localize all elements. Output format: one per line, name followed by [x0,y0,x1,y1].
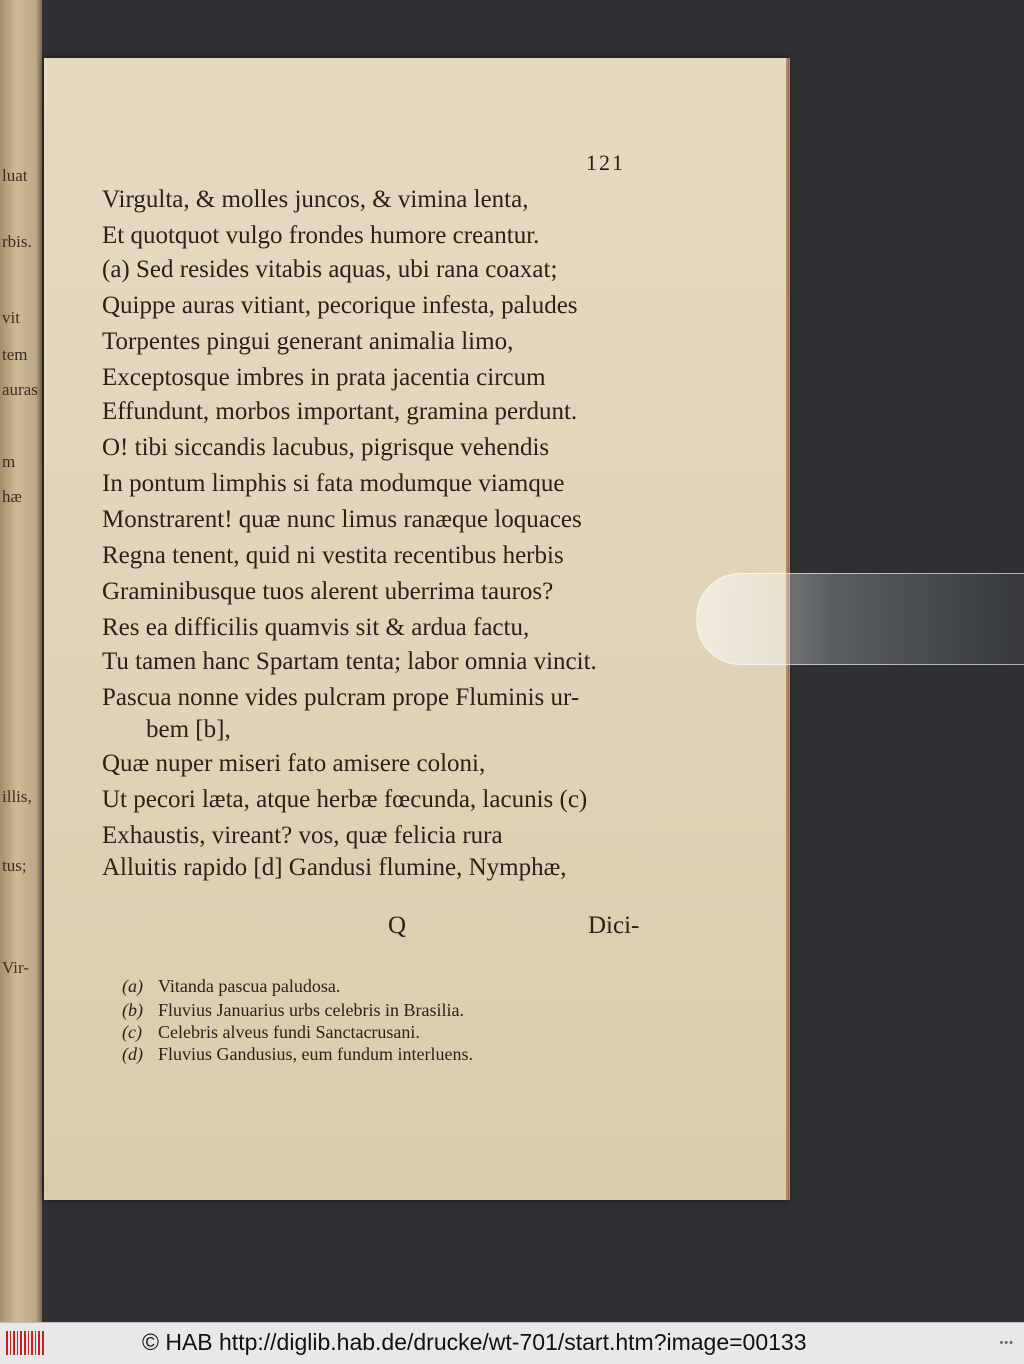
signature-mark: Q [388,912,407,939]
verse-line-continuation: bem [b], [146,716,231,743]
prev-page-fragment: rbis. [2,232,32,251]
prev-page-fragment: m [2,452,16,471]
footnote [122,976,340,997]
footnote [122,1022,420,1043]
page-number: 121 [586,150,625,175]
verse-line: In pontum limphis si fata modumque viamque [102,470,565,497]
previous-page-edge [0,0,42,1322]
verse-line: Torpentes pingui generant animalia limo, [102,328,514,355]
verse-line: Quæ nuper miseri fato amisere coloni, [102,750,486,777]
prev-page-fragment: Vir- [2,958,29,977]
prev-page-fragment: hæ [2,487,22,506]
footnote [122,1000,464,1021]
barcode-icon [6,1331,46,1355]
verse-line: Et quotquot vulgo frondes humore creantur. [102,222,540,249]
verse-line: Alluitis rapido [d] Gandusi flumine, Nymphæ, [102,854,567,881]
verse-line: Tu tamen hanc Spartam tenta; labor omnia vincit. [102,648,597,675]
footnote-mark: (a) [122,976,143,996]
footnote-mark: (d) [122,1044,143,1064]
status-bar [0,1322,1024,1364]
prev-page-fragment: vit [2,308,20,327]
more-icon[interactable]: ••• [999,1337,1014,1349]
prev-page-fragment: auras [2,380,38,399]
verse-line: Res ea difficilis quamvis sit & ardua factu, [102,614,530,641]
verse-line: Exhaustis, vireant? vos, quæ felicia rura [102,822,503,849]
catchword: Dici- [588,912,640,939]
verse-line: Virgulta, & molles juncos, & vimina lenta, [102,186,529,213]
copyright-link[interactable]: © HAB http://diglib.hab.de/drucke/wt-701/start.htm?image=00133 [142,1329,807,1355]
verse-line: Effundunt, morbos important, gramina perdunt. [102,398,578,425]
footnote-mark: (c) [122,1022,142,1042]
footnote [122,1044,473,1065]
verse-line: O! tibi siccandis lacubus, pigrisque vehendis [102,434,550,461]
verse-line: Quippe auras vitiant, pecorique infesta, paludes [102,292,578,319]
verse-line: Ut pecori læta, atque herbæ fœcunda, lacunis (c) [102,786,588,813]
verse-line: Monstrarent! quæ nunc limus ranæque loquaces [102,506,582,533]
prev-page-fragment: luat [2,166,28,185]
footnote-text: Celebris alveus fundi Sanctacrusani. [158,1022,420,1042]
prev-page-fragment: tem [2,345,28,364]
verse-line: (a) Sed resides vitabis aquas, ubi rana coaxat; [102,256,558,283]
footnote-text: Vitanda pascua paludosa. [158,976,341,996]
footnote-text: Fluvius Gandusius, eum fundum interluens. [158,1044,473,1064]
glass-weight-glare [696,573,1024,665]
verse-line: Pascua nonne vides pulcram prope Fluminis ur- [102,684,580,711]
footnote-mark: (b) [122,1000,143,1020]
verse-line: Exceptosque imbres in prata jacentia circum [102,364,546,391]
prev-page-fragment: illis, [2,787,32,806]
prev-page-fragment: tus; [2,856,27,875]
footnote-text: Fluvius Januarius urbs celebris in Brasilia. [158,1000,464,1020]
verse-line: Regna tenent, quid ni vestita recentibus herbis [102,542,564,569]
verse-line: Graminibusque tuos alerent uberrima tauros? [102,578,554,605]
